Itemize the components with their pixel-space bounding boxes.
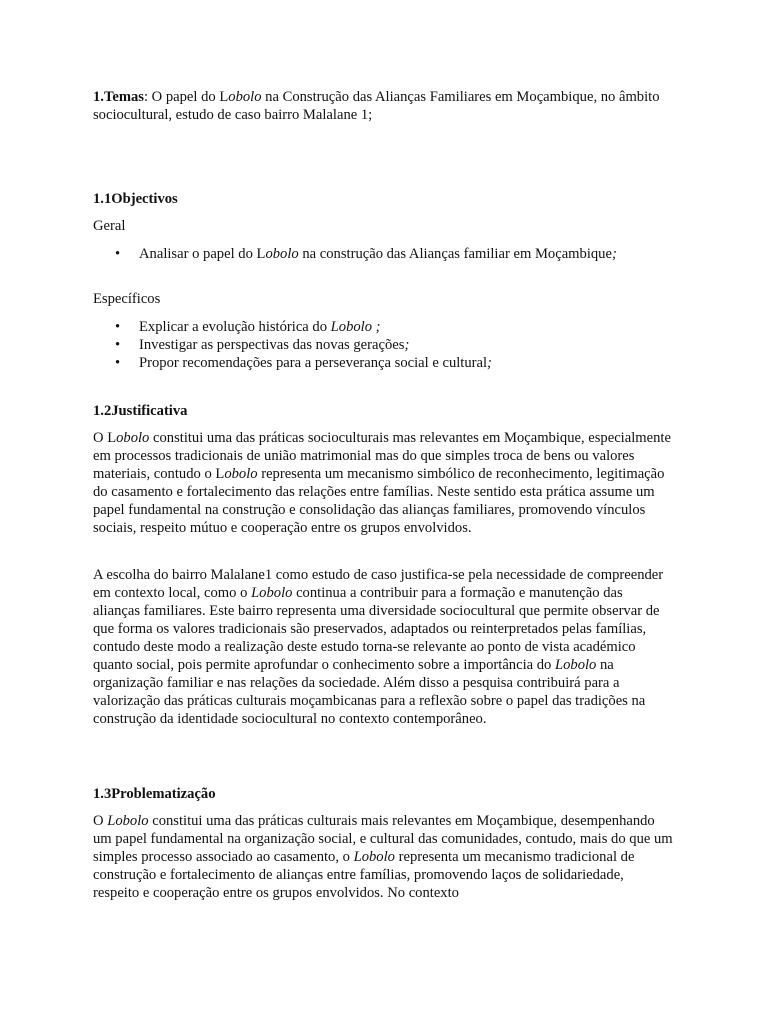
bullet-icon: • [115, 246, 121, 262]
item-end: ; [611, 246, 617, 262]
list-item [93, 336, 673, 354]
justificativa-paragraph-2 [93, 566, 673, 728]
justificativa-heading: 1.2Justificativa [93, 403, 188, 419]
term-lobolo: Lobolo [555, 657, 597, 673]
text-run: na organização familiar e nas relações da sociedade. Além disso a pesquisa contribuirá para a valorização das práticas culturais moçambicanas para a reflexão sobre o papel das tradições na construção da identidade sociocultural no contexto contemporâneo. [93, 657, 646, 727]
text-run: representa um mecanismo simbólico de reconhecimento, legitimação do casamento e fortalecimento das relações entre famílias. Neste sentido esta prática assume um papel fundamental na construção e consolidação das alianças familiares, promovendo vínculos sociais, respeito mútuo e cooperação entre os grupos envolvidos. [93, 466, 665, 536]
bullet-icon: • [115, 337, 121, 353]
bullet-icon: • [115, 355, 121, 371]
geral-list [93, 245, 673, 263]
justificativa-paragraph-1 [93, 429, 673, 537]
item-term: ; [404, 337, 410, 353]
text-run: continua a contribuir para a formação e manutenção das alianças familiares. Este bairro representa uma diversidade sociocultural que permite observar de que forma os valores tradicionais são preservados, adaptados ou reinterpretados pelas famílias, contudo deste modo a realização deste estudo torna-se relevante ao ponto de vista académico quanto social, pois permite aprofundar o conhecimento sobre a importância do [93, 585, 660, 673]
bullet-icon: • [115, 319, 121, 335]
item-pre: Propor recomendações para a perseverança social e cultural [139, 355, 488, 371]
item-term: obolo [265, 246, 299, 262]
tema-paragraph [93, 88, 673, 124]
tema-sep: : O papel do L [143, 89, 229, 105]
especificos-label: Específicos [93, 291, 161, 307]
list-item [93, 245, 673, 263]
especificos-list [93, 318, 673, 372]
text-run: O [93, 813, 108, 829]
item-post: na construção das Alianças familiar em Moçambique [298, 246, 612, 262]
item-pre: Investigar as perspectivas das novas gerações [139, 337, 405, 353]
term-lobolo: Lobolo [107, 813, 149, 829]
problematizacao-heading: 1.3Problematização [93, 786, 216, 802]
item-term: Lobolo ; [330, 319, 381, 335]
item-term: ; [487, 355, 492, 371]
text-run: O L [93, 430, 117, 446]
item-pre: Analisar o papel do L [139, 246, 266, 262]
geral-label: Geral [93, 218, 126, 234]
list-item [93, 354, 673, 372]
text-run: constitui uma das práticas culturais mais relevantes em Moçambique, desempenhando um papel fundamental na organização social, e cultural das comunidades, contudo, mais do que um simples processo associado ao casamento, o [93, 813, 673, 865]
item-pre: Explicar a evolução histórica do [139, 319, 331, 335]
term-lobolo: Lobolo [353, 849, 395, 865]
tema-rest: na Construção das Alianças Familiares em Moçambique, no âmbito sociocultural, estudo de caso bairro Malalane 1; [93, 89, 660, 123]
text-run: constitui uma das práticas socioculturais mas relevantes em Moçambique, especialmente em processos tradicionais de união matrimonial mas do que simples troca de bens ou valores materiais, contudo o L [93, 430, 671, 482]
list-item [93, 318, 673, 336]
objectivos-heading: 1.1Objectivos [93, 191, 178, 207]
term-lobolo: obolo [224, 466, 258, 482]
tema-term: obolo [228, 89, 262, 105]
text-run: A escolha do bairro Malalane1 como estudo de caso justifica-se pela necessidade de compreender em contexto local, como o [93, 567, 664, 601]
problematizacao-paragraph [93, 812, 673, 902]
text-run: representa um mecanismo tradicional de construção e fortalecimento de alianças entre famílias, promovendo laços de solidariedade, respeito e cooperação entre os grupos envolvidos. No contexto [93, 849, 635, 901]
term-lobolo: Lobolo [251, 585, 293, 601]
tema-label: 1.Temas [93, 89, 144, 105]
term-lobolo: obolo [116, 430, 150, 446]
